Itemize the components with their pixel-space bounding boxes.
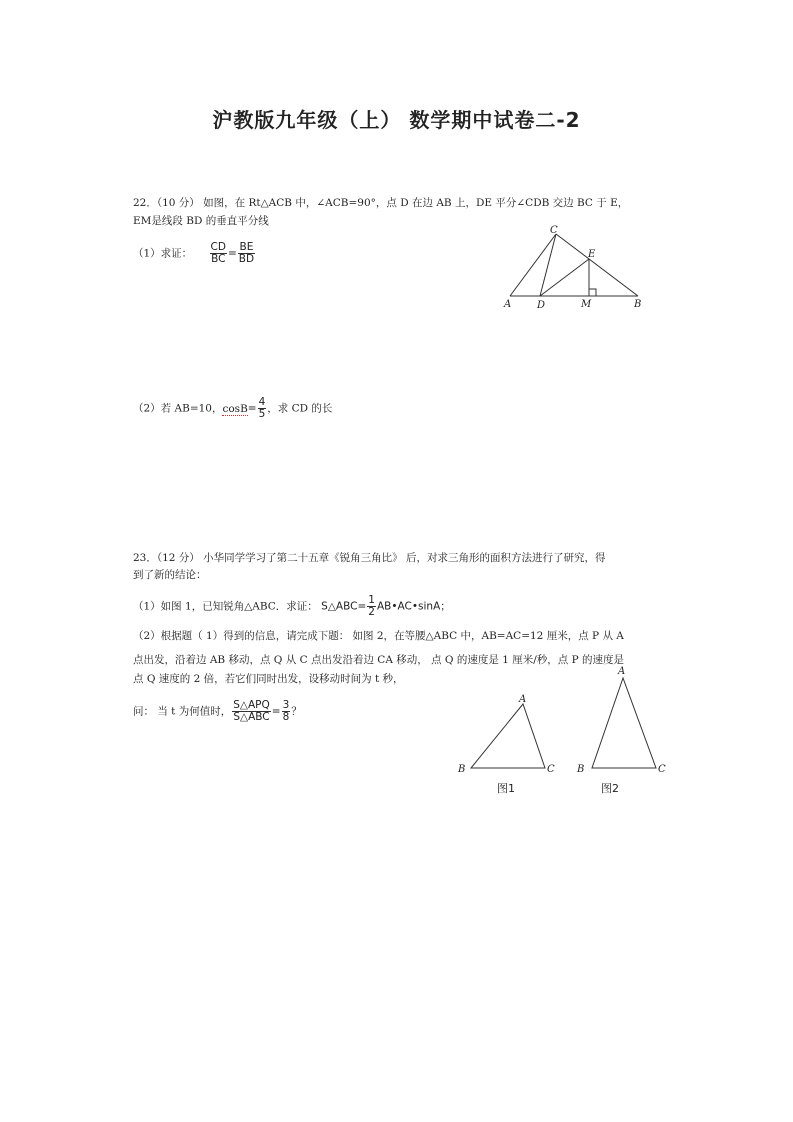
fig2-label-a: A (618, 666, 626, 677)
label-e: E (588, 249, 596, 260)
segment-ac (510, 234, 556, 296)
q22-part2-suffix: ，求 CD 的长 (267, 402, 333, 415)
q23-ask-equals: = (271, 705, 281, 718)
fig1-caption: 图1 (497, 782, 515, 795)
q22-figure (500, 224, 650, 312)
label-b: B (634, 299, 642, 310)
label-c: C (550, 225, 558, 236)
fig2-label-b: B (577, 764, 585, 775)
q23-fraction-half: $\frac{1}{2}$ (368, 594, 375, 619)
fig1-label-c: C (547, 764, 555, 775)
q22-part2-prefix: （2）若 AB=10， (133, 402, 223, 415)
q22-equals: = (227, 247, 237, 260)
q23-figure-2 (572, 662, 682, 782)
q22-fraction-cd-bc: $\frac{CD}{BC}$ (210, 241, 226, 266)
q22-cosb: cosB (222, 402, 248, 415)
fig1-label-b: B (458, 764, 466, 775)
fig1-label-a: A (519, 694, 527, 705)
q23-ask-suffix: ？ (291, 705, 302, 718)
right-angle-mark (589, 289, 596, 296)
q23-ask (133, 700, 302, 723)
fig2-caption: 图2 (601, 782, 619, 795)
segment-cd (540, 234, 556, 296)
q22-fraction-be-bd: $\frac{BE}{BD}$ (238, 241, 255, 266)
q22-line2: EM是线段 BD 的垂直平分线 (133, 215, 269, 227)
label-m: M (581, 299, 592, 310)
q23-part1 (133, 595, 451, 618)
page-title: 沪教版九年级（上） 数学期中试卷二-2 (212, 108, 581, 132)
q22-part1-label: （1）求证： (133, 247, 193, 260)
q22-part1 (133, 242, 256, 265)
q23-area-symbol: S△ABC (321, 600, 358, 613)
q23-fraction-3-8: $\frac{3}{8}$ (282, 699, 290, 724)
q22-line1: 22．（10 分） 如图，在 Rt△ACB 中，∠ACB=90°，点 D 在边 AB 上，DE 平分∠CDB 交边 BC 于 E， (133, 197, 629, 209)
segment-cb (556, 234, 638, 296)
segment-de (540, 259, 589, 296)
q23-area-ratio: $\frac{\text{S△APQ}}{\text{S△ABC}}$ (233, 699, 270, 724)
label-d: D (537, 300, 546, 311)
q23-part1-equals: = (357, 600, 367, 613)
q23-part1-formula: AB•AC•sinA； (376, 600, 451, 613)
triangle-abc-isosceles (592, 678, 656, 768)
q22-part2 (133, 397, 332, 420)
q23-part2-line1: （2）根据题（ 1）得到的信息，请完成下题： 如图 2，在等腰△ABC 中，AB=AC=12 厘米，点 P 从 A (133, 630, 624, 642)
fig2-label-c: C (658, 764, 666, 775)
q23-figure-1 (455, 692, 565, 782)
triangle-abc-acute (471, 704, 545, 768)
label-a: A (504, 299, 512, 310)
q23-part1-prefix: （1）如图 1，已知锐角△ABC．求证： (133, 600, 318, 613)
q23-part2-line3: 点 Q 速度的 2 倍，若它们同时出发，设移动时间为 t 秒， (133, 673, 404, 685)
q22-part2-equals: = (247, 402, 257, 415)
q23-part2-line2: 点出发，沿着边 AB 移动，点 Q 从 C 点出发沿着边 CA 移动， 点 Q 的速度是 1 厘米/秒，点 P 的速度是 (133, 654, 625, 666)
q23-line2: 到了新的结论： (133, 569, 207, 581)
q22-fraction-4-5: $\frac{4}{5}$ (258, 396, 266, 421)
q23-line1: 23．（12 分） 小华同学学习了第二十五章《锐角三角比》 后，对求三角形的面积方法进行了研究，得 (133, 552, 606, 564)
q23-ask-prefix: 问： 当 t 为何值时， (133, 705, 232, 718)
